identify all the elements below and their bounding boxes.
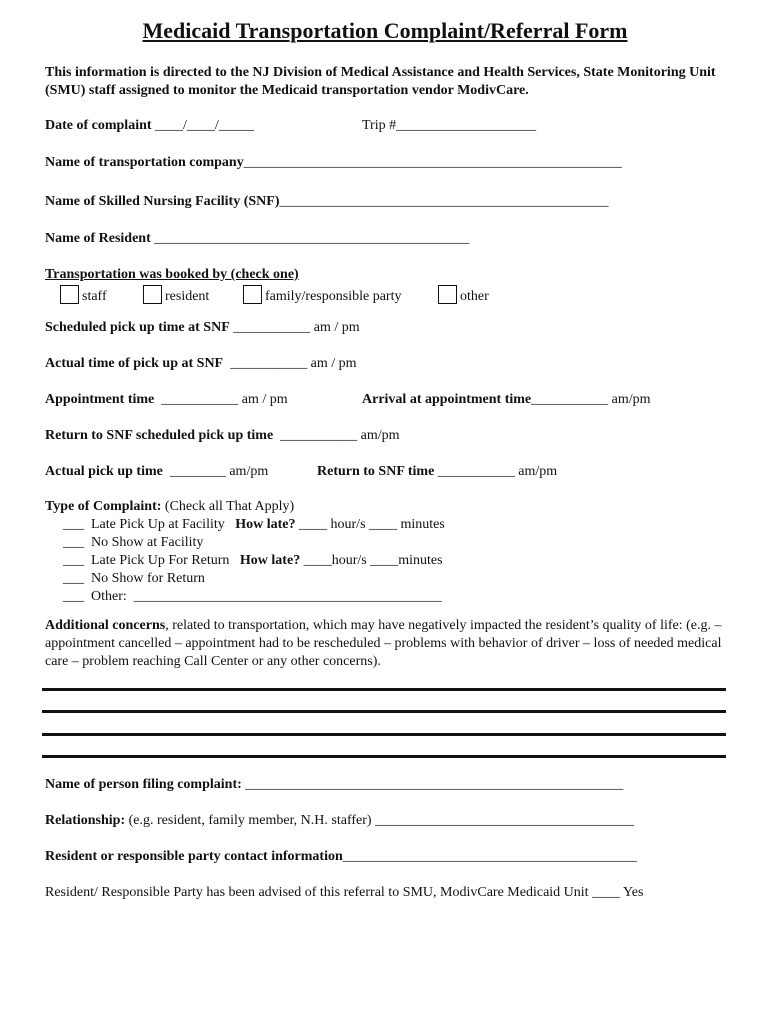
- scheduled-pickup-ampm: am / pm: [313, 320, 360, 335]
- complaint-item[interactable]: [63, 535, 203, 551]
- family-checkbox[interactable]: [243, 285, 262, 304]
- contact-blank[interactable]: __________________________________________: [342, 849, 637, 864]
- complaint-type-note: (Check all That Apply): [164, 499, 295, 514]
- actual-pickup2-label: Actual pick up time: [45, 464, 163, 479]
- other-label: other: [460, 289, 489, 304]
- arrival-time-label: Arrival at appointment time: [362, 392, 532, 407]
- return-scheduled-label: Return to SNF scheduled pick up time: [45, 428, 274, 443]
- appointment-time-ampm: am / pm: [241, 392, 288, 407]
- intro-text: This information is directed to the NJ Division of Medical Assistance and Health Services, State Monitoring Unit (SMU) staff assigned to monitor the Medicaid transportation vendor ModivCare.: [45, 65, 716, 98]
- contact-label: Resident or responsible party contact information: [45, 849, 343, 864]
- snf-label: Name of Skilled Nursing Facility (SNF): [45, 194, 280, 209]
- appointment-time-blank[interactable]: ___________: [161, 392, 239, 407]
- advised-field[interactable]: [45, 885, 643, 901]
- complaint-item-label: Late Pick Up at Facility: [91, 517, 225, 532]
- relationship-blank[interactable]: _____________________________________: [375, 813, 635, 828]
- actual-pickup2-blank[interactable]: ________: [169, 464, 226, 479]
- staff-checkbox[interactable]: [60, 285, 79, 304]
- scheduled-pickup-blank[interactable]: ___________: [233, 320, 311, 335]
- snf-blank[interactable]: _______________________________________________: [279, 194, 609, 209]
- minutes-label: minutes: [398, 553, 443, 568]
- arrival-time-blank[interactable]: ___________: [531, 392, 609, 407]
- concerns-line[interactable]: [42, 688, 726, 691]
- resident-blank[interactable]: _____________________________________________: [154, 231, 470, 246]
- complaint-type-label: Type of Complaint:: [45, 499, 162, 514]
- snf-field[interactable]: [45, 194, 609, 210]
- return-scheduled-field[interactable]: [45, 428, 400, 444]
- return-time-blank[interactable]: ___________: [437, 464, 515, 479]
- concerns-line[interactable]: [42, 710, 726, 713]
- actual-pickup-field[interactable]: [45, 356, 357, 372]
- return-scheduled-ampm: am/pm: [360, 428, 400, 443]
- minutes-label: minutes: [400, 517, 445, 532]
- page-title: Medicaid Transportation Complaint/Referral Form: [142, 18, 628, 43]
- how-late-label: How late?: [239, 553, 301, 568]
- complaint-check-blank[interactable]: ___: [63, 517, 84, 532]
- advised-yes: Yes: [623, 885, 644, 900]
- family-label: family/responsible party: [265, 289, 402, 304]
- arrival-time-ampm: am/pm: [611, 392, 651, 407]
- concerns-line[interactable]: [42, 755, 726, 758]
- return-time-label: Return to SNF time: [317, 464, 435, 479]
- trip-label: Trip #: [362, 118, 397, 133]
- resident-label: Name of Resident: [45, 231, 151, 246]
- minutes-blank[interactable]: ____: [370, 553, 399, 568]
- actual-pickup-label: Actual time of pick up at SNF: [45, 356, 224, 371]
- return-scheduled-blank[interactable]: ___________: [280, 428, 358, 443]
- how-late-label: How late?: [235, 517, 296, 532]
- actual-pickup2-field[interactable]: [45, 464, 268, 480]
- minutes-blank[interactable]: ____: [369, 517, 398, 532]
- complaint-item[interactable]: [63, 553, 443, 569]
- scheduled-pickup-field[interactable]: [45, 320, 360, 336]
- actual-pickup2-ampm: am/pm: [229, 464, 269, 479]
- company-field[interactable]: [45, 155, 622, 171]
- hours-blank[interactable]: ____: [303, 553, 332, 568]
- resident-option-label: resident: [165, 289, 210, 304]
- relationship-field[interactable]: [45, 813, 634, 829]
- appointment-time-field[interactable]: [45, 392, 288, 408]
- complaint-item-label: No Show at Facility: [91, 535, 204, 550]
- complaint-item-label: No Show for Return: [91, 571, 205, 586]
- resident-checkbox[interactable]: [143, 285, 162, 304]
- complaint-check-blank[interactable]: ___: [63, 571, 84, 586]
- complaint-type-heading: [45, 499, 294, 515]
- additional-concerns-text: [45, 617, 725, 671]
- relationship-note: (e.g. resident, family member, N.H. staffer): [128, 813, 372, 828]
- actual-pickup-blank[interactable]: ___________: [230, 356, 308, 371]
- hours-label: hour/s: [330, 517, 366, 532]
- date-label: Date of complaint: [45, 118, 152, 133]
- complaint-item-label: Late Pick Up For Return: [91, 553, 230, 568]
- trip-field[interactable]: [362, 118, 536, 134]
- other-blank[interactable]: ____________________________________________: [133, 589, 442, 604]
- appointment-time-label: Appointment time: [45, 392, 155, 407]
- advised-text: Resident/ Responsible Party has been advised of this referral to SMU, ModivCare Medicaid Unit: [45, 885, 589, 900]
- return-time-ampm: am/pm: [518, 464, 558, 479]
- booked-option-other[interactable]: [438, 285, 489, 305]
- actual-pickup-ampm: am / pm: [310, 356, 357, 371]
- booked-option-resident[interactable]: [143, 285, 209, 305]
- arrival-time-field[interactable]: [362, 392, 651, 408]
- staff-label: staff: [82, 289, 107, 304]
- complaint-item[interactable]: [63, 589, 442, 605]
- relationship-label: Relationship:: [45, 813, 126, 828]
- date-blank[interactable]: ____/____/_____: [155, 118, 254, 133]
- filer-blank[interactable]: ______________________________________________________: [245, 777, 624, 792]
- additional-concerns-body: , related to transportation, which may have negatively impacted the resident’s quality of life: (e.g. – appointment cancelled – appointment had to be rescheduled – problems with behavior of driver – loss of needed medical care – problem reaching Call Center or any other concerns).: [45, 618, 722, 669]
- resident-field[interactable]: [45, 231, 469, 247]
- hours-blank[interactable]: ____: [299, 517, 328, 532]
- complaint-check-blank[interactable]: ___: [63, 553, 84, 568]
- trip-blank[interactable]: ____________________: [396, 118, 537, 133]
- contact-field[interactable]: [45, 849, 637, 865]
- complaint-item[interactable]: [63, 517, 445, 533]
- additional-concerns-label: Additional concerns: [45, 618, 166, 633]
- hours-label: hour/s: [331, 553, 367, 568]
- date-field[interactable]: [45, 118, 254, 134]
- company-blank[interactable]: ______________________________________________________: [243, 155, 622, 170]
- company-label: Name of transportation company: [45, 155, 244, 170]
- complaint-item[interactable]: [63, 571, 205, 587]
- filer-field[interactable]: [45, 777, 623, 793]
- complaint-check-blank[interactable]: ___: [63, 535, 84, 550]
- booked-label: Transportation was booked by (check one): [45, 267, 299, 282]
- scheduled-pickup-label: Scheduled pick up time at SNF: [45, 320, 230, 335]
- complaint-check-blank[interactable]: ___: [63, 589, 84, 604]
- concerns-line[interactable]: [42, 733, 726, 736]
- other-checkbox[interactable]: [438, 285, 457, 304]
- advised-blank[interactable]: ____: [592, 885, 621, 900]
- complaint-item-label: Other:: [91, 589, 127, 604]
- booked-option-staff[interactable]: [60, 285, 107, 305]
- booked-option-family[interactable]: [243, 285, 401, 305]
- filer-label: Name of person filing complaint:: [45, 777, 242, 792]
- return-time-field[interactable]: [317, 464, 557, 480]
